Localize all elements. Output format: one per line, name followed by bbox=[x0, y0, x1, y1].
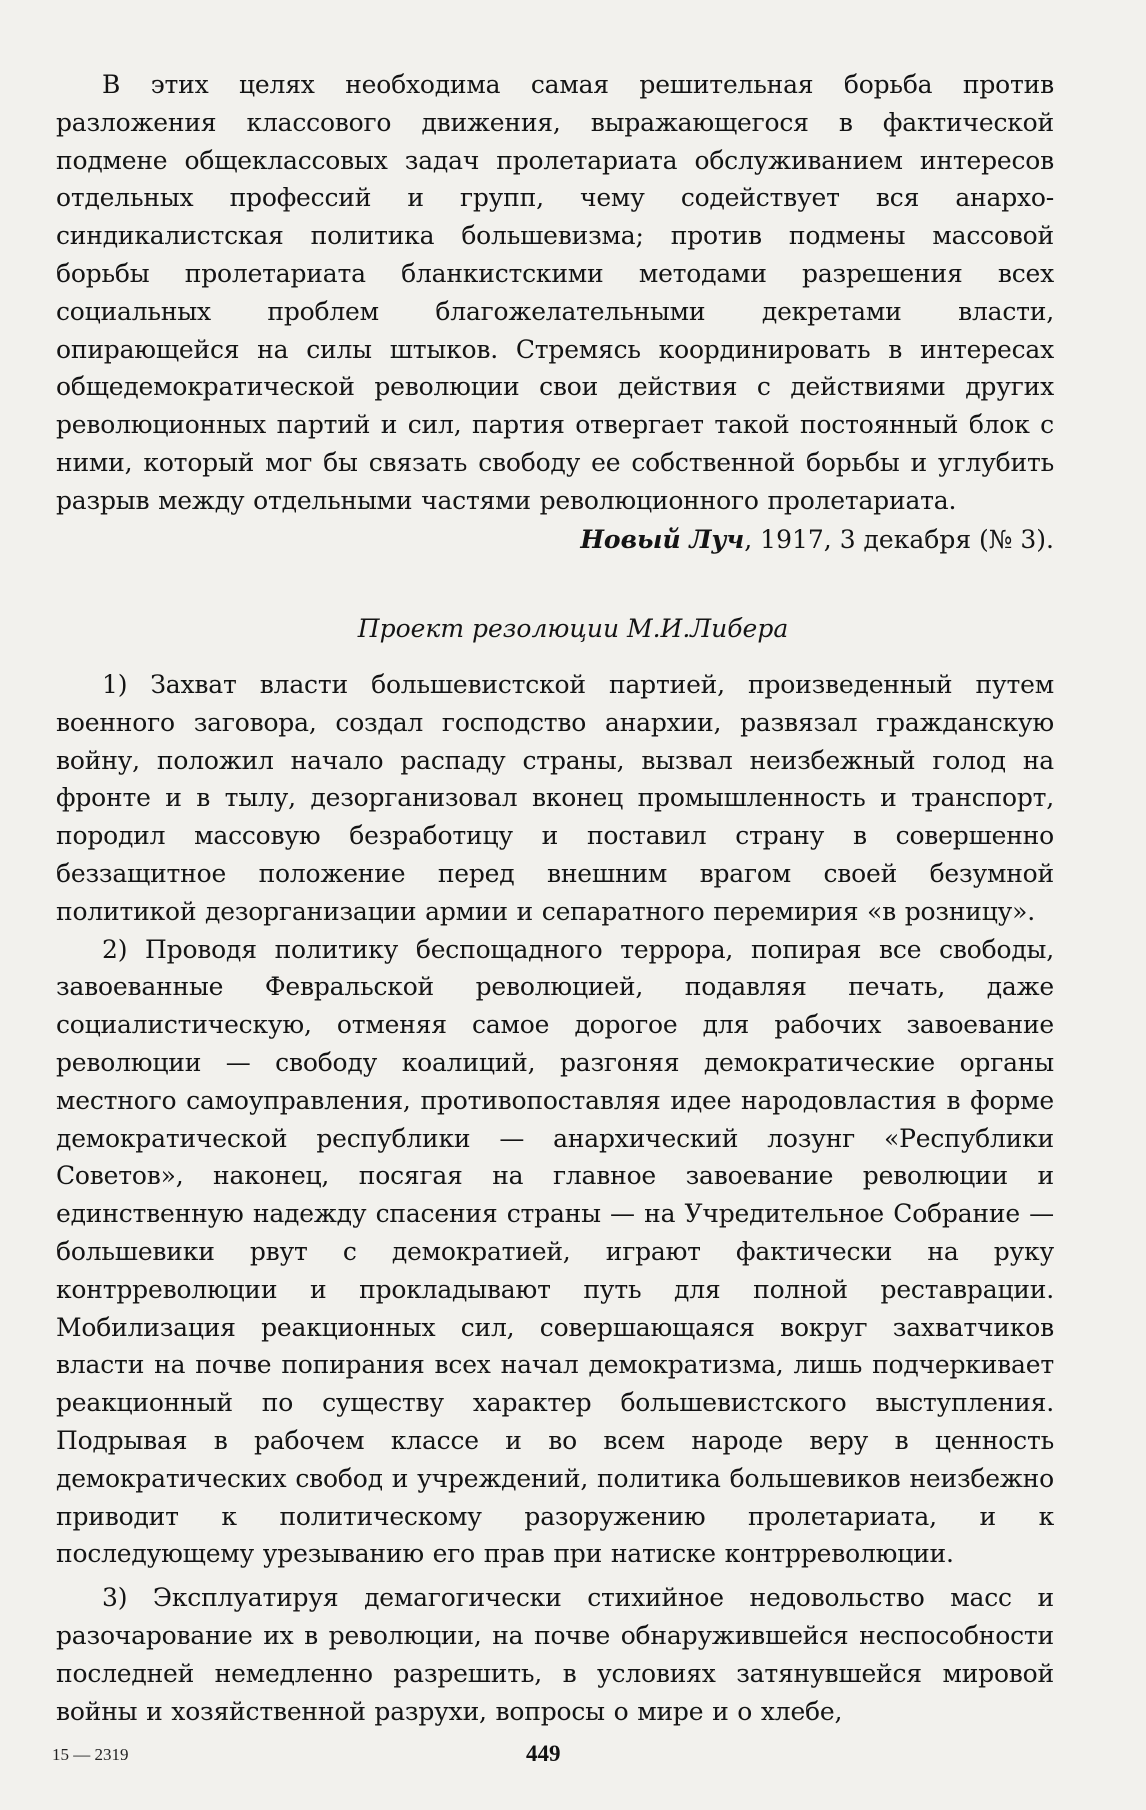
source-journal: Новый Луч bbox=[580, 525, 745, 554]
source-details: , 1917, 3 декабря (№ 3). bbox=[744, 525, 1054, 554]
paragraph-point-2: 2) Проводя политику беспощадного террора, попирая все свободы, завоеванные Февральской революцией, подавляя печать, даже социалистическую, отменяя самое дорогое для рабочих завоевание революции — свободу коалиций, разгоняя демократические органы местного самоуправления, противопоставляя идее народовластия в форме демократической республики — анархический лозунг «Республики Советов», наконец, посягая на главное завоевание революции и единственную надежду спасения страны — на Учредительное Собрание — большевики рвут с демократией, играют фактически на руку контрреволюции и прокладывают путь для полной реставрации. Мобилизация реакционных сил, совершающаяся вокруг захватчиков власти на почве попирания всех начал демократизма, лишь подчеркивает реакционный по существу характер большевистского выступления. Подрывая в рабочем классе и во всем народе веру в ценность демократических свобод и учреждений, политика большевиков неизбежно приводит к политическому разоружению пролетариата, и к последующему урезыванию его прав при натиске контрреволюции. bbox=[56, 934, 1054, 1569]
resolution-text bbox=[56, 666, 1054, 1730]
printer-signature: 15 — 2319 bbox=[52, 1745, 129, 1764]
paragraph-point-3: 3) Эксплуатируя демагогически стихийное недовольство масс и разочарование их в революции, на почве обнаружившейся неспособности последней немедленно разрешить, в условиях затянувшейся мировой войны и хозяйственной разрухи, вопросы о мире и о хлебе, bbox=[56, 1583, 1054, 1726]
source-citation bbox=[580, 521, 1054, 559]
intro-text bbox=[56, 66, 1054, 520]
paragraph-intro: В этих целях необходима самая решительная борьба против разложения классового движения, выражающегося в фактической подмене общеклассовых задач пролетариата обслуживанием интересов отдельных профессий и групп, чему содействует вся анархо-синдикалистская политика большевизма; против подмены массовой борьбы пролетариата бланкистскими методами разрешения всех социальных проблем благожелательными декретами власти, опирающейся на силы штыков. Стремясь координировать в интересах общедемократической революции свои действия с действиями других революционных партий и сил, партия отвергает такой постоянный блок с ними, который мог бы связать свободу ее собственной борьбы и углубить разрыв между отдельными частями революционного пролетариата. bbox=[56, 70, 1054, 515]
resolution-heading: Проект резолюции М.И.Либера bbox=[357, 614, 789, 643]
paragraph-point-1: 1) Захват власти большевистской партией, произведенный путем военного заговора, создал господство анархии, развязал гражданскую войну, положил начало распаду страны, вызвал неизбежный голод на фронте и в тылу, дезорганизовал вконец промышленность и транспорт, породил массовую безработицу и поставил страну в совершенно беззащитное положение перед внешним врагом своей безумной политикой дезорганизации армии и сепаратного перемирия «в розницу». bbox=[56, 670, 1054, 926]
page-number: 449 bbox=[526, 1741, 561, 1766]
